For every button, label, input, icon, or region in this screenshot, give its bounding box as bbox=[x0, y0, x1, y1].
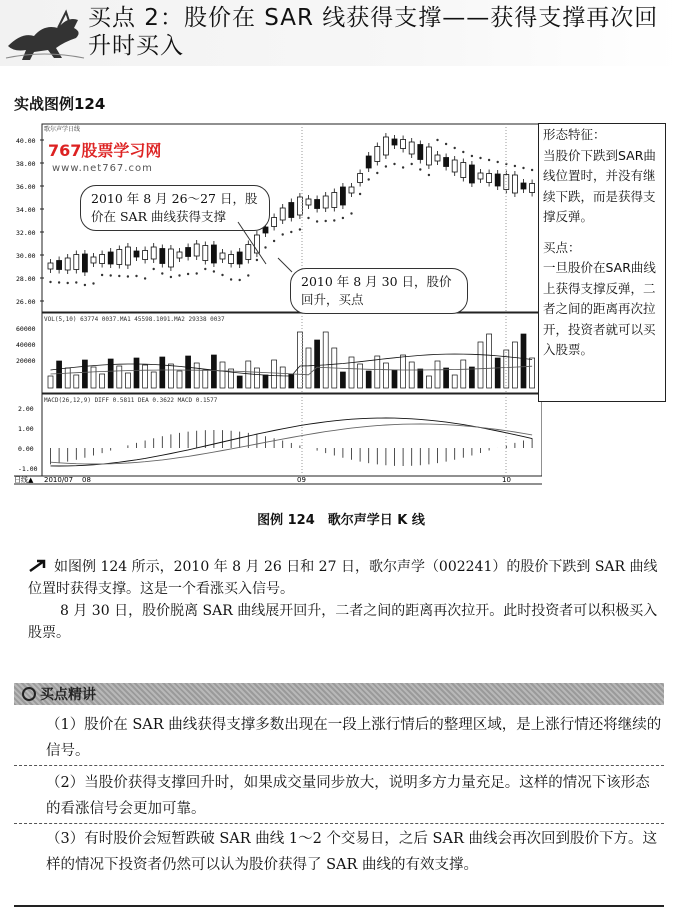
point-2 bbox=[14, 770, 664, 822]
sar-dot bbox=[368, 178, 370, 180]
volume-bar bbox=[203, 370, 208, 388]
volume-bar bbox=[186, 356, 191, 388]
sar-dot bbox=[445, 143, 447, 145]
candle bbox=[409, 142, 414, 154]
sar-dot bbox=[350, 212, 352, 214]
volume-bar bbox=[444, 368, 449, 388]
volume-bar bbox=[143, 365, 148, 388]
candle bbox=[143, 251, 148, 260]
volume-ma-line bbox=[51, 366, 533, 375]
section-band bbox=[14, 683, 664, 705]
xlabel-1: 08 bbox=[82, 476, 91, 484]
volume-bar bbox=[237, 376, 242, 388]
volume-tick-label: 60000 bbox=[16, 325, 36, 333]
sar-dot bbox=[488, 159, 490, 161]
volume-bar bbox=[418, 369, 423, 388]
volume-bar bbox=[65, 368, 70, 388]
sar-dot bbox=[161, 272, 163, 274]
price-tick-label: 30.00 bbox=[16, 252, 36, 260]
feature-text: 当股价下跌到SAR曲线位置时，并没有继续下跌，而是获得支撑反弹。 bbox=[543, 147, 656, 224]
volume-bar bbox=[435, 361, 440, 388]
candle bbox=[366, 156, 371, 168]
volume-bar bbox=[160, 357, 165, 388]
sar-dot bbox=[402, 166, 404, 168]
sar-dot bbox=[393, 163, 395, 165]
sar-dot bbox=[204, 268, 206, 270]
xlabel-0: 2010/07 bbox=[44, 476, 74, 484]
candle bbox=[280, 208, 285, 220]
volume-bar bbox=[487, 334, 492, 388]
volume-bar bbox=[57, 361, 62, 388]
volume-bar bbox=[495, 358, 500, 388]
candle bbox=[203, 246, 208, 261]
sar-dot bbox=[49, 281, 51, 283]
volume-bar bbox=[409, 362, 414, 388]
candle bbox=[469, 165, 474, 183]
volume-bar bbox=[125, 373, 130, 388]
sar-dot bbox=[376, 172, 378, 174]
sar-dot bbox=[462, 151, 464, 153]
sar-dot bbox=[135, 275, 137, 277]
circle-icon bbox=[22, 687, 36, 701]
bottom-rule bbox=[14, 905, 664, 907]
candle bbox=[452, 160, 457, 172]
candle bbox=[117, 250, 122, 265]
figure-caption: 图例 124 歌尔声学日 K 线 bbox=[257, 513, 425, 528]
sar-dot bbox=[454, 147, 456, 149]
candle bbox=[168, 249, 173, 267]
volume-bar bbox=[469, 367, 474, 388]
volume-bar bbox=[117, 366, 122, 388]
xlabel-day: 日线▲ bbox=[14, 476, 34, 484]
volume-bar bbox=[246, 361, 251, 388]
volume-bar bbox=[512, 342, 517, 388]
callout-pointer bbox=[236, 218, 276, 268]
volume-bar bbox=[91, 367, 96, 388]
candle bbox=[194, 244, 199, 256]
callout-buypoint-text: 2010 年 8 月 30 日，股价回升，买点 bbox=[301, 274, 452, 307]
candle bbox=[229, 255, 234, 264]
volume-bar bbox=[168, 364, 173, 388]
volume-bar bbox=[194, 363, 199, 388]
candle bbox=[306, 199, 311, 205]
candle bbox=[177, 252, 182, 258]
band-label bbox=[22, 684, 96, 704]
divider-1 bbox=[14, 765, 664, 766]
sar-dot bbox=[531, 169, 533, 171]
volume-bar bbox=[82, 360, 87, 388]
candle bbox=[512, 175, 517, 193]
volume-bar bbox=[306, 348, 311, 388]
sar-dot bbox=[299, 228, 301, 230]
candle bbox=[521, 183, 526, 189]
sar-dot bbox=[282, 233, 284, 235]
sar-dot bbox=[342, 217, 344, 219]
volume-bar bbox=[461, 360, 466, 388]
volume-bar bbox=[392, 370, 397, 388]
candle bbox=[211, 245, 216, 263]
sar-dot bbox=[436, 139, 438, 141]
candle bbox=[401, 140, 406, 149]
sar-dot bbox=[471, 155, 473, 157]
volume-bar bbox=[74, 375, 79, 388]
candle bbox=[151, 247, 156, 259]
stock-label: 歌尔声学日线 bbox=[44, 126, 81, 133]
volume-bar bbox=[366, 371, 371, 388]
side-notes-box bbox=[538, 123, 666, 402]
sar-dot bbox=[170, 276, 172, 278]
candle bbox=[57, 261, 62, 270]
candle bbox=[323, 196, 328, 208]
price-tick-label: 26.00 bbox=[16, 298, 36, 306]
candle bbox=[134, 251, 139, 257]
volume-bar bbox=[375, 356, 380, 388]
macd-tick-label: 0.00 bbox=[18, 445, 34, 453]
volume-bar bbox=[452, 375, 457, 388]
volume-bar bbox=[349, 357, 354, 388]
sar-dot bbox=[514, 165, 516, 167]
site-logo-url: www.net767.com bbox=[52, 163, 153, 174]
price-tick-label: 40.00 bbox=[16, 137, 36, 145]
point-1-text: （1）股价在 SAR 曲线获得支撑多数出现在一段上涨行情后的整理区域，是上涨行情还将继续的信号。 bbox=[46, 717, 662, 759]
sar-dot bbox=[290, 231, 292, 233]
callout-support-text: 2010 年 8 月 26～27 日，股价在 SAR 曲线获得支撑 bbox=[91, 191, 258, 224]
sar-dot bbox=[428, 174, 430, 176]
candle bbox=[418, 145, 423, 160]
sar-dot bbox=[522, 167, 524, 169]
sar-dot bbox=[118, 275, 120, 277]
point-3-text: （3）有时股价会短暂跌破 SAR 曲线 1～2 个交易日，之后 SAR 曲线会再次回到股价下方。这样的情况下投资者仍然可以认为股价获得了 SAR 曲线的有效支撑。 bbox=[46, 831, 657, 873]
band-label-text: 买点精讲 bbox=[40, 687, 96, 703]
paragraph-2 bbox=[28, 600, 658, 644]
point-3 bbox=[14, 826, 664, 878]
paragraph-1 bbox=[28, 556, 658, 600]
sar-dot bbox=[127, 275, 129, 277]
candle bbox=[530, 184, 535, 193]
volume-bar bbox=[211, 355, 216, 388]
candle bbox=[340, 187, 345, 205]
sar-dot bbox=[316, 220, 318, 222]
macd-tick-label: 2.00 bbox=[18, 405, 34, 413]
candle bbox=[315, 200, 320, 209]
bull-logo-icon bbox=[4, 2, 86, 62]
sar-dot bbox=[153, 268, 155, 270]
sar-dot bbox=[213, 270, 215, 272]
sar-dot bbox=[333, 219, 335, 221]
volume-bar bbox=[48, 376, 53, 388]
candle bbox=[487, 174, 492, 183]
candle bbox=[48, 263, 53, 269]
volume-bar bbox=[315, 340, 320, 388]
candle bbox=[65, 258, 70, 270]
volume-bar bbox=[280, 367, 285, 388]
volume-bar bbox=[263, 375, 268, 388]
candle bbox=[108, 252, 113, 264]
sar-dot bbox=[497, 161, 499, 163]
volume-tick-label: 20000 bbox=[16, 357, 36, 365]
candle bbox=[186, 248, 191, 257]
candle bbox=[435, 155, 440, 161]
macd-tick-label: 1.00 bbox=[18, 425, 34, 433]
sar-dot bbox=[110, 274, 112, 276]
volume-bar bbox=[401, 355, 406, 388]
candle bbox=[444, 158, 449, 167]
volume-bar bbox=[151, 372, 156, 388]
price-tick-label: 34.00 bbox=[16, 206, 36, 214]
buypoint-text: 一旦股价在SAR曲线上获得支撑反弹，二者之间的距离再次拉开，投资者就可以买入股票。 bbox=[543, 260, 656, 357]
candle bbox=[349, 187, 354, 193]
sar-dot bbox=[419, 168, 421, 170]
page-title: 买点 2：股价在 SAR 线获得支撑——获得支撑再次回升时买入 bbox=[88, 5, 659, 59]
callout-buypoint bbox=[290, 268, 468, 314]
candle bbox=[91, 257, 96, 263]
candle bbox=[160, 249, 165, 264]
candle bbox=[495, 174, 500, 186]
sar-dot bbox=[92, 282, 94, 284]
volume-bar bbox=[323, 332, 328, 388]
candle bbox=[461, 163, 466, 178]
candle bbox=[332, 193, 337, 208]
volume-tick-label: 40000 bbox=[16, 341, 36, 349]
paragraph-1-text: 如图例 124 所示，2010 年 8 月 26 日和 27 日，歌尔声学（002241）的股价下跌到 SAR 曲线位置时获得支撑。这是一个看涨买入信号。 bbox=[28, 559, 658, 597]
candle bbox=[289, 203, 294, 218]
volume-bar bbox=[100, 374, 105, 388]
vol-legend: VOL(5,10) 63774 0037.MA1 45598.1091.MA2 29338 0037 bbox=[44, 316, 225, 323]
sar-dot bbox=[75, 281, 77, 283]
candle bbox=[478, 173, 483, 179]
volume-bar bbox=[177, 371, 182, 388]
sar-dot bbox=[144, 277, 146, 279]
macd-tick-label: -1.00 bbox=[18, 465, 38, 473]
sar-dot bbox=[84, 284, 86, 286]
site-logo bbox=[48, 138, 161, 174]
volume-bar bbox=[521, 334, 526, 388]
sar-dot bbox=[239, 279, 241, 281]
price-tick-label: 36.00 bbox=[16, 183, 36, 191]
candle bbox=[383, 137, 388, 155]
volume-ma-line bbox=[51, 354, 533, 376]
volume-bar bbox=[108, 359, 113, 388]
sar-dot bbox=[325, 220, 327, 222]
paragraph-2-text: 8 月 30 日，股价脱离 SAR 曲线展开回升，二者之间的距离再次拉开。此时投资者可以积极买入股票。 bbox=[28, 603, 658, 641]
sar-dot bbox=[359, 193, 361, 195]
price-tick-label: 28.00 bbox=[16, 275, 36, 283]
candle bbox=[125, 247, 130, 265]
sar-dot bbox=[385, 165, 387, 167]
sar-dot bbox=[479, 157, 481, 159]
buypoint-heading: 买点： bbox=[543, 239, 581, 255]
arrow-icon bbox=[28, 559, 50, 573]
sar-dot bbox=[178, 274, 180, 276]
volume-bar bbox=[272, 360, 277, 388]
point-1 bbox=[14, 712, 664, 764]
candle bbox=[426, 147, 431, 165]
volume-bar bbox=[478, 342, 483, 388]
price-tick-label: 38.00 bbox=[16, 160, 36, 168]
point-2-text: （2）当股价获得支撑回升时，如果成交量同步放大，说明多方力量充足。这样的情况下该形态的看涨信号会更加可靠。 bbox=[46, 775, 650, 817]
candle bbox=[375, 147, 380, 162]
section-title: 实战图例124 bbox=[14, 95, 106, 113]
volume-bar bbox=[383, 363, 388, 388]
sar-dot bbox=[230, 278, 232, 280]
volume-bar bbox=[134, 358, 139, 388]
volume-bar bbox=[254, 368, 259, 388]
stock-chart bbox=[14, 118, 542, 488]
sar-dot bbox=[196, 272, 198, 274]
price-tick-label: 32.00 bbox=[16, 229, 36, 237]
candle bbox=[392, 139, 397, 145]
site-logo-text: 767股票学习网 bbox=[48, 141, 162, 160]
sar-dot bbox=[411, 163, 413, 165]
xlabel-3: 10 bbox=[502, 476, 511, 484]
candle bbox=[220, 253, 225, 259]
sar-dot bbox=[221, 274, 223, 276]
sar-dot bbox=[247, 274, 249, 276]
sar-dot bbox=[58, 281, 60, 283]
volume-bar bbox=[426, 376, 431, 388]
sar-dot bbox=[101, 274, 103, 276]
volume-bar bbox=[358, 364, 363, 388]
divider-2 bbox=[14, 823, 664, 824]
candle bbox=[358, 174, 363, 183]
xlabel-2: 09 bbox=[297, 476, 306, 484]
sar-dot bbox=[307, 217, 309, 219]
candle bbox=[82, 254, 87, 272]
candle bbox=[100, 255, 105, 264]
sar-dot bbox=[187, 273, 189, 275]
feature-heading: 形态特征： bbox=[543, 127, 606, 142]
volume-bar bbox=[340, 372, 345, 388]
macd-legend: MACD(26,12,9) DIFF 0.5811 DEA 0.3622 MACD 0.1577 bbox=[44, 397, 218, 404]
sar-dot bbox=[67, 282, 69, 284]
candle bbox=[74, 255, 79, 270]
page-header bbox=[0, 0, 682, 66]
volume-bar bbox=[220, 362, 225, 388]
volume-bar bbox=[530, 358, 535, 388]
callout2-pointer bbox=[276, 256, 296, 276]
